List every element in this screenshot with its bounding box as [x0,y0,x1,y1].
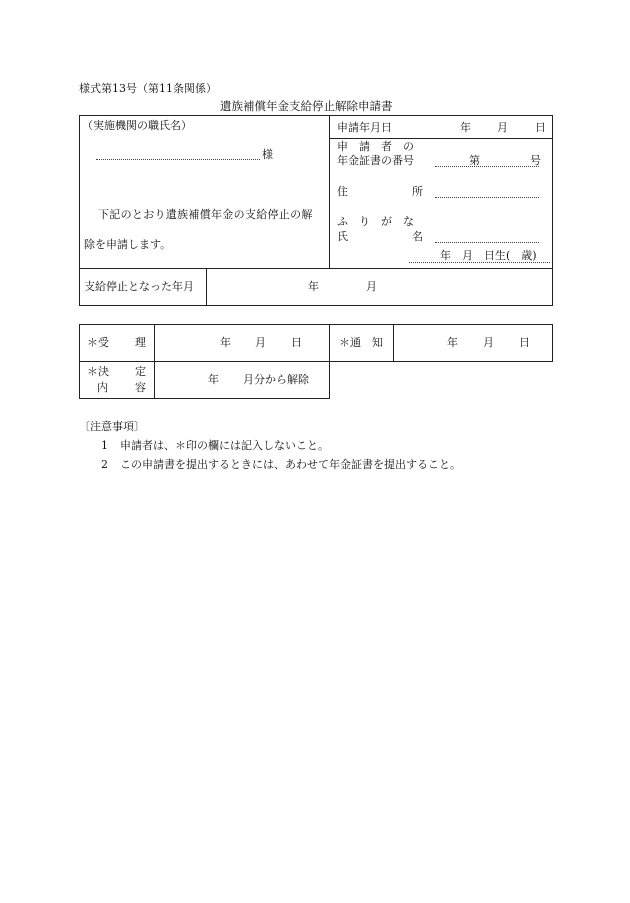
suspended-month-label: 支給停止となった年月 [84,280,194,293]
name-field[interactable] [435,242,539,243]
notice-day[interactable]: 日 [519,336,530,349]
notice-label: ＊通 知 [339,336,383,349]
request-text-line1: 下記のとおり遺族補償年金の支給停止の解 [98,208,313,221]
notice-year[interactable]: 年 [447,336,458,349]
address-label-ju: 住 [337,185,348,198]
receipt-day[interactable]: 日 [291,336,302,349]
furigana-label: ふ り が な [337,215,414,228]
application-date-month[interactable]: 月 [497,121,508,134]
note-2-text: この申請書を提出するときには、あわせて年金証書を提出すること。 [120,458,461,471]
address-field[interactable] [435,197,539,198]
date-row-line [329,138,552,139]
address-label-sho: 所 [412,185,423,198]
note-1-text: 申請者は、＊印の欄には記入しないこと。 [120,439,329,452]
decision-bottom-line [79,398,330,399]
receipt-month[interactable]: 月 [255,336,266,349]
suspended-year[interactable]: 年 [308,280,319,293]
name-label-mei: 名 [412,230,423,243]
receipt-notice-row [79,324,553,362]
applicant-label-line1: 申 請 者 の [337,140,414,153]
notes-heading: 〔注意事項〕 [79,420,145,433]
suspended-month[interactable]: 月 [366,280,377,293]
receipt-label-mark: ＊受 [87,336,109,349]
decision-label-tei: 定 [135,365,146,378]
receipt-label-ri: 理 [135,336,146,349]
note-2-number: 2 [101,458,108,471]
applicant-label-line2: 年金証書の番号 [337,154,414,167]
name-label-shi: 氏 [337,230,348,243]
decision-left-line [79,360,80,399]
receipt-year[interactable]: 年 [220,336,231,349]
suspended-row-line [79,268,552,269]
certificate-go: 号 [530,154,541,167]
birth-date-text: 年 月 日生( 歳) [440,249,537,262]
note-1-number: 1 [101,439,108,452]
decision-label-nai: 内 [97,381,108,394]
certificate-number-field[interactable] [435,166,539,167]
certificate-dai: 第 [469,154,480,167]
decision-text: 月分から解除 [243,373,309,386]
lower-divider-1 [154,324,155,399]
request-text-line2: 除を申請します。 [84,238,172,251]
decision-label-mark: ＊決 [87,365,109,378]
institution-name-field[interactable] [96,159,260,160]
honorific-sama: 様 [262,148,273,161]
decision-year[interactable]: 年 [208,373,219,386]
lower-divider-2 [329,324,330,399]
application-date-year[interactable]: 年 [460,121,471,134]
institution-label: （実施機関の職氏名） [82,119,192,132]
decision-label-you: 容 [135,381,146,394]
lower-divider-3 [393,324,394,361]
form-number: 様式第13号（第11条関係） [79,82,217,95]
suspended-divider [206,268,207,305]
document-title: 遺族補償年金支給停止解除申請書 [220,99,393,113]
birth-date-field[interactable] [409,262,550,263]
application-date-label: 申請年月日 [337,121,392,134]
notice-month[interactable]: 月 [483,336,494,349]
application-date-day[interactable]: 日 [535,121,546,134]
